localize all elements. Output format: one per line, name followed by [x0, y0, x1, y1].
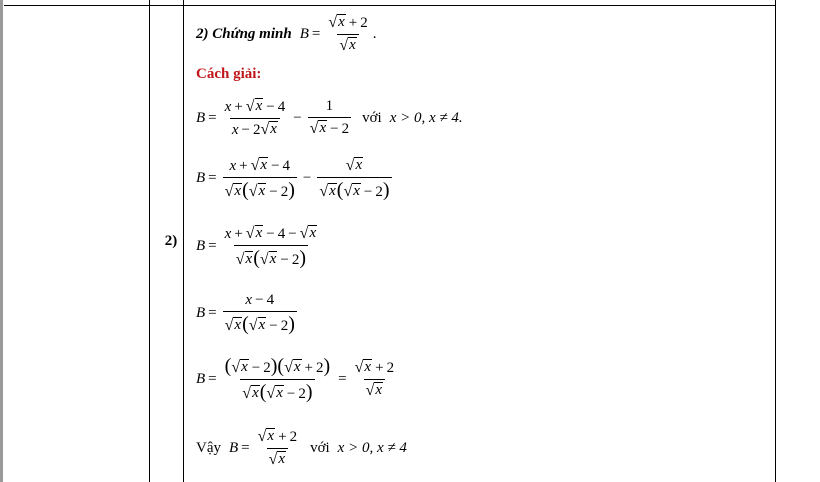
condition-text: x > 0, x ≠ 4. [389, 109, 463, 126]
method-label: Cách giải: [196, 66, 262, 82]
fraction: x + √ x − 4 − √ x √ x ( √ x − 2) [224, 224, 317, 269]
equation-step-3: B = x + √ x − 4 − √ x √ x ( √ x − 2) [196, 225, 322, 269]
fraction: x − 4 √ x ( √ x − 2) [224, 292, 295, 335]
equation-step-2: B = x + √ x − 4 √ x ( √ x − 2) − √ x √ x ( √ x − 2) [196, 156, 390, 201]
table-border-left [149, 0, 150, 482]
fraction: x + √ x − 4 √ x ( √ x − 2) [224, 156, 295, 201]
equation-step-5: B = ( √ x − 2)( √ x + 2) √ x ( √ x − 2) = √ x + 2 √ x [196, 355, 395, 403]
left-edge [0, 0, 3, 482]
problem-suffix: . [372, 25, 377, 42]
row-number: 2) [164, 233, 178, 249]
equation-step-4: B = x − 4 √ x ( √ x − 2) [196, 292, 295, 335]
fraction: √ x √ x ( √ x − 2) [319, 156, 390, 201]
condition-text: x > 0, x ≠ 4 [337, 439, 407, 456]
conclusion: Vậy B = √ x + 2 √ x với x > 0, x ≠ 4 [196, 427, 407, 468]
equation-step-1: B = x + √ x − 4 x − 2 √ x − 1 √ x − 2 với x > 0, x ≠ 4. [196, 97, 463, 138]
fraction: √ x + 2 √ x [328, 13, 368, 54]
fraction: ( √ x − 2)( √ x + 2) √ x ( √ x − 2) [224, 355, 331, 403]
condition-word: với [310, 439, 330, 456]
problem-prefix: 2) Chứng minh [196, 25, 292, 42]
fraction: √ x + 2 √ x [257, 427, 298, 468]
fraction: √ x + 2 √ x [354, 359, 395, 399]
condition-word: với [362, 109, 382, 126]
table-border-top [4, 5, 775, 6]
problem-statement: 2) Chứng minh B = √ x + 2 √ x . [196, 13, 377, 54]
fraction: x + √ x − 4 x − 2 √ x [224, 97, 286, 138]
conclusion-word: Vậy [196, 439, 221, 456]
fraction: 1 √ x − 2 [309, 98, 350, 138]
table-border-right [775, 0, 776, 482]
